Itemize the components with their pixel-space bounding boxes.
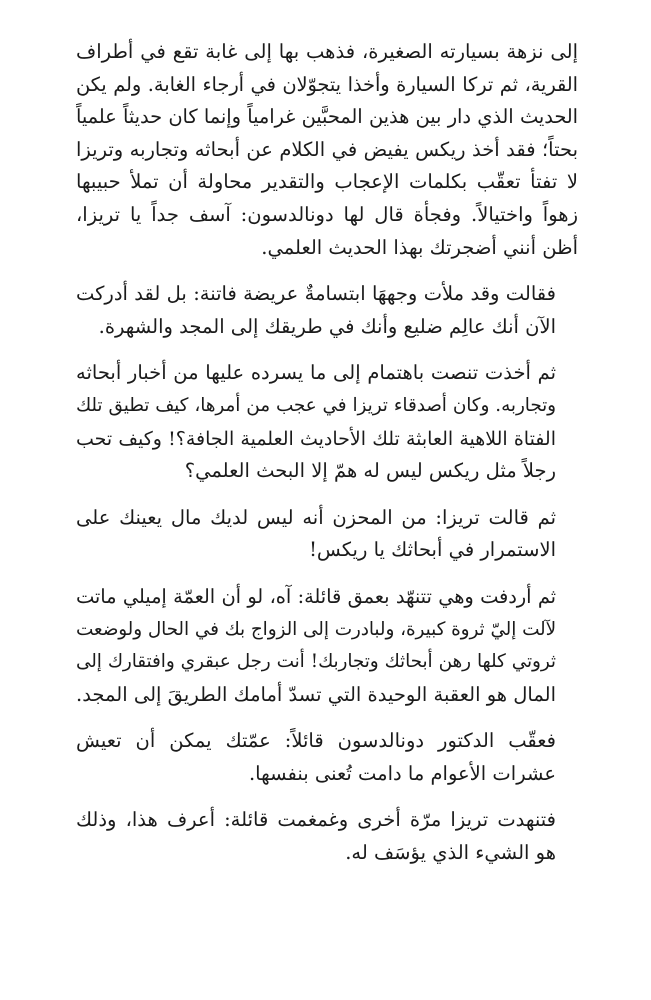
text-line: إلى نزهة بسيارته الصغيرة، فذهب بها إلى غابة تقع في أطراف (76, 40, 578, 63)
text-line: عشرات الأعوام ما دامت تُعنى بنفسها. (248, 761, 556, 785)
text-line: رجلاً مثل ريكس ليس له همّ إلا البحث العلمي؟ (184, 459, 556, 483)
text-line: الفتاة اللاهية العابثة تلك الأحاديث العلمية الجافة؟! وكيف تحب (76, 427, 556, 450)
text-line: لا تفتأ تعقّب بكلمات الإعجاب والتقدير محاولة أن تملأ حبيبها (76, 170, 578, 194)
text-line: وتجاربه. وكان أصدقاء تريزا في عجب من أمرها، كيف تطيق تلك (76, 394, 556, 416)
text-line: الاستمرار في أبحاثك يا ريكس! (309, 538, 556, 562)
paragraph-6 (76, 725, 578, 790)
text-line: القرية، ثم تركا السيارة وأخذا يتجوّلان في أرجاء الغابة. ولم يكن (76, 72, 578, 96)
paragraph-5 (76, 581, 578, 711)
text-line: ثم أردفت وهي تتنهّد بعمق قائلة: آه، لو أن العمّة إميلي ماتت (76, 584, 556, 608)
text-line: فتنهدت تريزا مرّة أخرى وغمغمت قائلة: أعرف هذا، وذلك (76, 808, 556, 832)
text-line: الحديث الذي دار بين هذين المحبَّين غرامياً وإنما كان حديثاً علمياً (76, 105, 578, 129)
book-page (76, 36, 578, 884)
paragraph-1 (76, 36, 578, 264)
text-line: ثروتي كلها رهن أبحاثك وتجاربك! أنت رجل عبقري وافتقارك إلى (76, 651, 556, 673)
text-line: فقالت وقد ملأت وجههَا ابتسامةٌ عريضة فاتنة: بل لقد أدركت (76, 282, 556, 306)
text-line: هو الشيء الذي يؤسَف له. (345, 841, 556, 865)
text-line: أظن أنني أضجرتك بهذا الحديث العلمي. (261, 235, 578, 259)
paragraph-7 (76, 804, 578, 869)
text-line: المال هو العقبة الوحيدة التي تسدّ أمامك الطريقَ إلى المجد. (76, 682, 556, 706)
paragraph-3 (76, 357, 578, 487)
text-line: ثم أخذت تنصت باهتمام إلى ما يسرده عليها من أخبار أبحاثه (76, 361, 556, 385)
paragraph-4 (76, 502, 578, 567)
text-line: فعقّب الدكتور دونالدسون قائلاً: عمّتك يمكن أن تعيش (76, 729, 556, 753)
paragraph-2 (76, 278, 578, 343)
text-line: لآلت إليّ ثروة كبيرة، ولبادرت إلى الزواج بك في الحال ولوضعت (76, 618, 556, 640)
text-line: ثم قالت تريزا: من المحزن أنه ليس لديك مال يعينك على (76, 505, 556, 529)
text-line: الآن أنك عالِم ضليع وأنك في طريقك إلى المجد والشهرة. (98, 314, 556, 338)
text-line: زهواً واختيالاً. وفجأة قال لها دونالدسون: آسف جداً يا تريزا، (76, 202, 578, 226)
text-line: بحتاً؛ فقد أخذ ريكس يفيض في الكلام عن أبحاثه وتجاربه وتريزا (76, 137, 578, 161)
